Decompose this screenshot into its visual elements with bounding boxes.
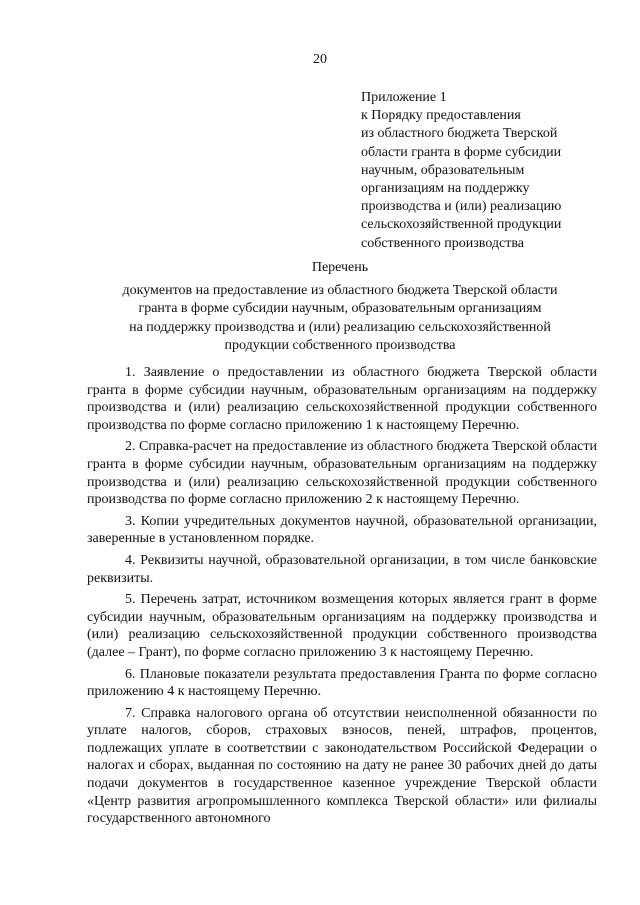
appendix-line: области гранта в форме субсидии (361, 144, 562, 160)
list-item: 2. Справка-расчет на предоставление из областного бюджета Тверской области гранта в форме субсидии научным, образовательным организациям на поддержку производства и (или) реализацию сельскохозяйственной продукции собственного производства по форме согласно приложению 2 к настоящему Перечню. (87, 439, 597, 508)
appendix-header (361, 89, 621, 253)
appendix-line: Приложение 1 (361, 90, 447, 105)
appendix-line: организациям на поддержку (361, 181, 530, 197)
title-line: на поддержку производства и (или) реализацию сельскохозяйственной (129, 319, 551, 335)
appendix-line: собственного производства (361, 235, 525, 251)
list-item: 5. Перечень затрат, источником возмещения которых является грант в форме субсидии научным, образовательным организациям на поддержку производства и (или) реализацию сельскохозяйственной продукции собственного производства (далее – Грант), по форме согласно приложению 3 к настоящему Перечню. (87, 592, 597, 660)
title-heading: Перечень (311, 260, 369, 275)
page-number: 20 (313, 52, 327, 67)
title-line: продукции собственного производства (224, 338, 456, 354)
appendix-line: сельскохозяйственной продукции (361, 217, 562, 233)
document-title (80, 259, 600, 356)
list-item: 4. Реквизиты научной, образовательной организации, в том числе банковские реквизиты. (87, 552, 597, 586)
appendix-line: научным, образовательным (361, 162, 525, 178)
document-body (87, 364, 597, 832)
list-item: 3. Копии учредительных документов научной, образовательной организации, заверенные в установленном порядке. (87, 513, 597, 547)
appendix-line: к Порядку предоставления (361, 108, 521, 124)
appendix-line: из областного бюджета Тверской (361, 126, 558, 142)
appendix-line: производства и (или) реализацию (361, 199, 562, 215)
list-item: 6. Плановые показатели результата предоставления Гранта по форме согласно приложению 4 к настоящему Перечню. (87, 666, 597, 700)
list-item: 1. Заявление о предоставлении из областного бюджета Тверской области гранта в форме субсидии научным, образовательным организациям на поддержку производства и (или) реализацию сельскохозяйственной продукции собственного производства по форме согласно приложению 1 к настоящему Перечню. (87, 365, 597, 433)
list-item: 7. Справка налогового органа об отсутствии неисполненной обязанности по уплате налогов, сборов, страховых взносов, пеней, штрафов, процентов, подлежащих уплате в соответствии с законодательством Российской Федерации о налогах и сборах, выданная по состоянию на дату не ранее 30 рабочих дней до даты подачи документов в государственное казенное учреждение Тверской области «Центр развития агропромышленного комплекса Тверской области» или филиалы государственного автономного (87, 705, 597, 827)
title-line: гранта в форме субсидии научным, образовательным организациям (138, 301, 542, 317)
title-line: документов на предоставление из областного бюджета Тверской области (122, 282, 558, 298)
